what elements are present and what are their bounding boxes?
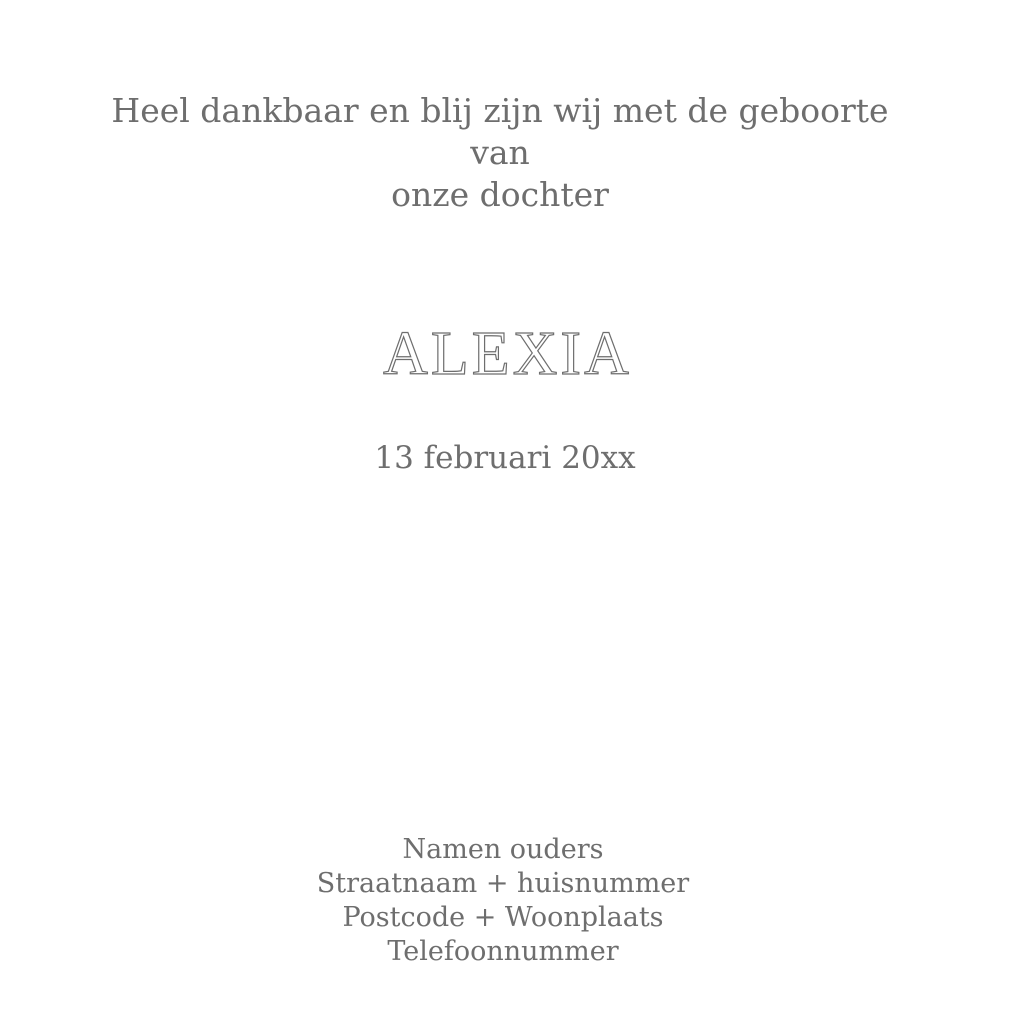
intro-line-1: Heel dankbaar en blij zijn wij met de geboorte van [111,91,889,172]
intro-text [80,90,920,216]
contact-block [0,833,1006,969]
parents-names: Namen ouders [402,834,604,865]
phone-number: Telefoonnummer [387,936,619,967]
intro-line-2: onze dochter [391,175,609,214]
baby-name: ALEXIA [383,320,632,388]
postal-city: Postcode + Woonplaats [342,902,664,933]
birth-date: 13 februari 20xx [374,440,636,476]
street-address: Straatnaam + huisnummer [316,868,690,899]
